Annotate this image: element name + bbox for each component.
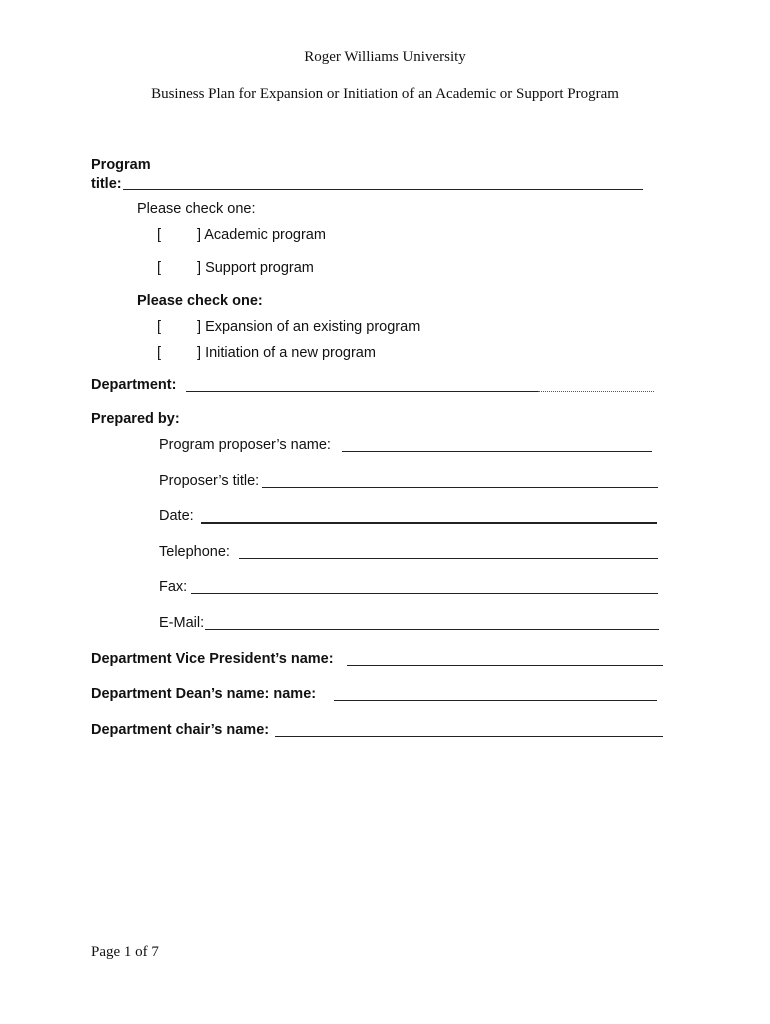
email-label: E-Mail: [159,615,205,631]
university-name: Roger Williams University [304,49,466,65]
department-field-dotted [538,391,654,392]
vp-name-field[interactable] [347,665,663,666]
fax-field[interactable] [191,593,658,594]
email-field[interactable] [205,629,659,630]
option-support-program-label: Support program [205,260,314,276]
checkbox-close-bracket: ] [197,227,202,243]
checkbox-initiation-new[interactable] [157,345,376,361]
date-field[interactable] [201,522,657,524]
checkbox-open-bracket: [ [157,260,162,276]
date-label: Date: [159,508,194,524]
chair-name-field[interactable] [275,736,663,737]
checkbox-close-bracket: ] [197,260,202,276]
document-title: Business Plan for Expansion or Initiation of an Academic or Support Program [151,86,619,102]
department-field[interactable] [186,391,538,392]
page-number: Page 1 of 7 [91,944,159,960]
proposer-title-field[interactable] [262,487,658,488]
checkbox-open-bracket: [ [157,227,162,243]
checkbox-open-bracket: [ [157,319,162,335]
telephone-label: Telephone: [159,544,230,560]
chair-name-label: Department chair’s name: [91,722,270,738]
fax-label: Fax: [159,579,188,595]
check-one-label: Please check one: [137,201,256,217]
checkbox-support-program[interactable] [157,260,314,276]
program-title-field[interactable] [123,189,643,190]
proposer-name-label: Program proposer’s name: [159,437,331,453]
dean-name-field[interactable] [334,700,657,701]
checkbox-open-bracket: [ [157,345,162,361]
check-one-bold-label: Please check one: [137,293,263,309]
option-academic-program-label: Academic program [204,227,326,243]
dean-name-label: Department Dean’s name: name: [91,686,317,702]
telephone-field[interactable] [239,558,658,559]
option-initiation-label: Initiation of a new program [205,345,376,361]
prepared-by-label: Prepared by: [91,411,180,427]
checkbox-expansion-existing[interactable] [157,319,420,335]
proposer-title-label: Proposer’s title: [159,473,260,489]
program-title-label-line2: title: [91,176,122,192]
department-label: Department: [91,377,177,393]
vp-name-label: Department Vice President’s name: [91,651,334,667]
checkbox-academic-program[interactable] [157,227,326,243]
option-expansion-label: Expansion of an existing program [205,319,421,335]
checkbox-close-bracket: ] [197,345,202,361]
program-title-label-line1: Program [91,157,151,173]
checkbox-close-bracket: ] [197,319,202,335]
proposer-name-field[interactable] [342,451,652,452]
